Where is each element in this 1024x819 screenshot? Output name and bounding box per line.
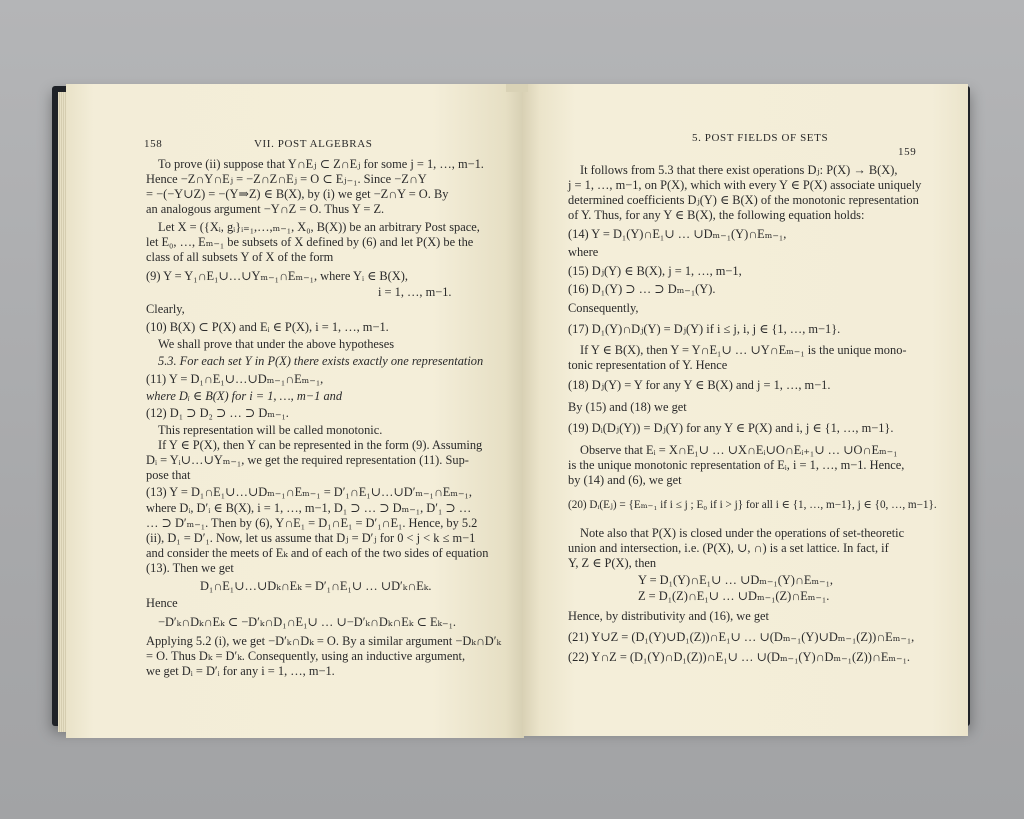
equation: (16) D₁(Y) ⊃ … ⊃ Dₘ₋₁(Y). [568, 282, 716, 296]
equation: (13) Y = D₁∩E₁∪…∪Dₘ₋₁∩Eₘ₋₁ = D′₁∩E₁∪…∪D′ₘ₋₁∩Eₘ₋₁, [146, 485, 472, 499]
right-page [522, 84, 968, 736]
text-line: j = 1, …, m−1, on P(X), which with every Y ∈ P(X) associate uniquely [568, 178, 922, 192]
text-line: determined coefficients Dⱼ(Y) ∈ B(X) of the monotonic representation [568, 193, 919, 207]
text-line: If Y ∈ P(X), then Y can be represented in the form (9). Assuming [158, 438, 483, 452]
text-line: By (15) and (18) we get [568, 400, 687, 414]
text-line: It follows from 5.3 that there exist operations Dⱼ: P(X) → B(X), [580, 163, 898, 177]
text-line: Observe that Eᵢ = X∩E₁∪ … ∪X∩Eᵢ∪O∩Eᵢ₊₁∪ … ∪O∩Eₘ₋₁ [580, 443, 898, 457]
equation-continued: i = 1, …, m−1. [378, 285, 452, 299]
text-line: = O. Thus Dₖ = D′ₖ. Consequently, using an inductive argument, [146, 649, 466, 663]
page-number: 158 [144, 138, 163, 150]
text-line: Hence [146, 596, 178, 610]
equation: (19) Dᵢ(Dⱼ(Y)) = Dⱼ(Y) for any Y ∈ P(X) and i, j ∈ {1, …, m−1}. [568, 421, 894, 435]
equation: (15) Dⱼ(Y) ∈ B(X), j = 1, …, m−1, [568, 264, 742, 278]
text-line: (13). Then we get [146, 561, 234, 575]
text-line: let E₀, …, Eₘ₋₁ be subsets of X defined by (6) and let P(X) be the [146, 235, 474, 249]
text-line: by (14) and (6), we get [568, 473, 682, 487]
equation: (10) B(X) ⊂ P(X) and Eᵢ ∈ P(X), i = 1, …, m−1. [146, 320, 389, 334]
text-line: Dᵢ = Yᵢ∪…∪Yₘ₋₁, we get the required representation (11). Sup- [146, 453, 469, 467]
text-line: of Y. Thus, for any Y ∈ B(X), the following equation holds: [568, 208, 865, 222]
text-line: … ⊃ D′ₘ₋₁. Then by (6), Y∩E₁ = D₁∩E₁ = D′₁∩E₁. Hence, by 5.2 [146, 516, 478, 530]
text-line: Hence −Z∩Y∩Eⱼ = −Z∩Z∩Eⱼ = O ⊂ Eⱼ₋₁. Since −Z∩Y [146, 172, 427, 186]
text-line: we get Dᵢ = D′ᵢ for any i = 1, …, m−1. [146, 664, 335, 678]
text-line: where Dᵢ ∈ B(X) for i = 1, …, m−1 and [146, 389, 343, 403]
equation: (12) D₁ ⊃ D₂ ⊃ … ⊃ Dₘ₋₁. [146, 406, 289, 420]
text-line: pose that [146, 468, 191, 482]
spine-bookmark [506, 84, 528, 92]
text-line: Note also that P(X) is closed under the operations of set-theoretic [580, 526, 905, 540]
equation: D₁∩E₁∪…∪Dₖ∩Eₖ = D′₁∩E₁∪ … ∪D′ₖ∩Eₖ. [200, 579, 432, 593]
theorem-statement: 5.3. For each set Y in P(X) there exists exactly one representation [158, 354, 484, 368]
running-head: VII. POST ALGEBRAS [254, 138, 373, 150]
equation: (22) Y∩Z = (D₁(Y)∩D₁(Z))∩E₁∪ … ∪(Dₘ₋₁(Y)∩Dₘ₋₁(Z))∩Eₘ₋₁. [568, 650, 910, 664]
running-head: 5. POST FIELDS OF SETS [692, 132, 829, 144]
equation: (14) Y = D₁(Y)∩E₁∪ … ∪Dₘ₋₁(Y)∩Eₘ₋₁, [568, 227, 787, 241]
equation: Y = D₁(Y)∩E₁∪ … ∪Dₘ₋₁(Y)∩Eₘ₋₁, [638, 573, 834, 587]
text-line: union and intersection, i.e. (P(X), ∪, ∩) is a set lattice. In fact, if [568, 541, 889, 555]
text-line: tonic representation of Y. Hence [568, 358, 728, 372]
text-line: (ii), D₁ = D′₁. Now, let us assume that Dⱼ = D′ⱼ for 0 < j < k ≤ m−1 [146, 531, 476, 545]
text-line: = −(−Y∪Z) = −(Y⇒Z) ∈ B(X), by (i) we get −Z∩Y = O. By [146, 187, 449, 201]
left-page [66, 84, 524, 738]
text-line: To prove (ii) suppose that Y∩Eⱼ ⊂ Z∩Eⱼ for some j = 1, …, m−1. [158, 157, 484, 171]
text-line: If Y ∈ B(X), then Y = Y∩E₁∪ … ∪Y∩Eₘ₋₁ is the unique mono- [580, 343, 907, 357]
text-line: class of all subsets Y of X of the form [146, 250, 334, 264]
equation: (9) Y = Y₁∩E₁∪…∪Yₘ₋₁∩Eₘ₋₁, where Yᵢ ∈ B(X), [146, 269, 408, 283]
text-line: Clearly, [146, 302, 185, 316]
text-line: Y, Z ∈ P(X), then [568, 556, 657, 570]
text-line: where [568, 245, 599, 259]
text-line: is the unique monotonic representation of Eᵢ, i = 1, …, m−1. Hence, [568, 458, 905, 472]
equation: (17) D₁(Y)∩Dⱼ(Y) = Dⱼ(Y) if i ≤ j, i, j ∈ {1, …, m−1}. [568, 322, 841, 336]
equation: (18) Dⱼ(Y) = Y for any Y ∈ B(X) and j = 1, …, m−1. [568, 378, 831, 392]
text-line: Hence, by distributivity and (16), we get [568, 609, 769, 623]
text-line: Let X = ({Xᵢ, gᵢ}ᵢ₌₁,…,ₘ₋₁, X₀, B(X)) be an arbitrary Post space, [158, 220, 480, 234]
text-line: and consider the meets of Eₖ and of each of the two sides of equation [146, 546, 489, 560]
page-number: 159 [898, 146, 917, 158]
text-line: We shall prove that under the above hypotheses [158, 337, 395, 351]
equation: Z = D₁(Z)∩E₁∪ … ∪Dₘ₋₁(Z)∩Eₘ₋₁. [638, 589, 830, 603]
equation: (20) Dᵢ(Eⱼ) = {Eₘ₋₁ if i ≤ j ; E₀ if i > j} for all i ∈ {1, …, m−1}, j ∈ {0, …, m−1}. [568, 499, 937, 511]
text-line: an analogous argument −Y∩Z = O. Thus Y = Z. [146, 202, 385, 216]
equation: (21) Y∪Z = (D₁(Y)∪D₁(Z))∩E₁∪ … ∪(Dₘ₋₁(Y)∪Dₘ₋₁(Z))∩Eₘ₋₁, [568, 630, 915, 644]
equation: (11) Y = D₁∩E₁∪…∪Dₘ₋₁∩Eₘ₋₁, [146, 372, 324, 386]
text-line: where Dᵢ, D′ᵢ ∈ B(X), i = 1, …, m−1, D₁ ⊃ … ⊃ Dₘ₋₁, D′₁ ⊃ … [146, 501, 472, 515]
equation: −D′ₖ∩Dₖ∩Eₖ ⊂ −D′ₖ∩D₁∩E₁∪ … ∪−D′ₖ∩Dₖ∩Eₖ ⊂ Eₖ₋₁. [158, 615, 457, 629]
text-line: This representation will be called monotonic. [158, 423, 383, 437]
text-line: Consequently, [568, 301, 639, 315]
text-line: Applying 5.2 (i), we get −D′ₖ∩Dₖ = O. By a similar argument −Dₖ∩D′ₖ [146, 634, 501, 648]
